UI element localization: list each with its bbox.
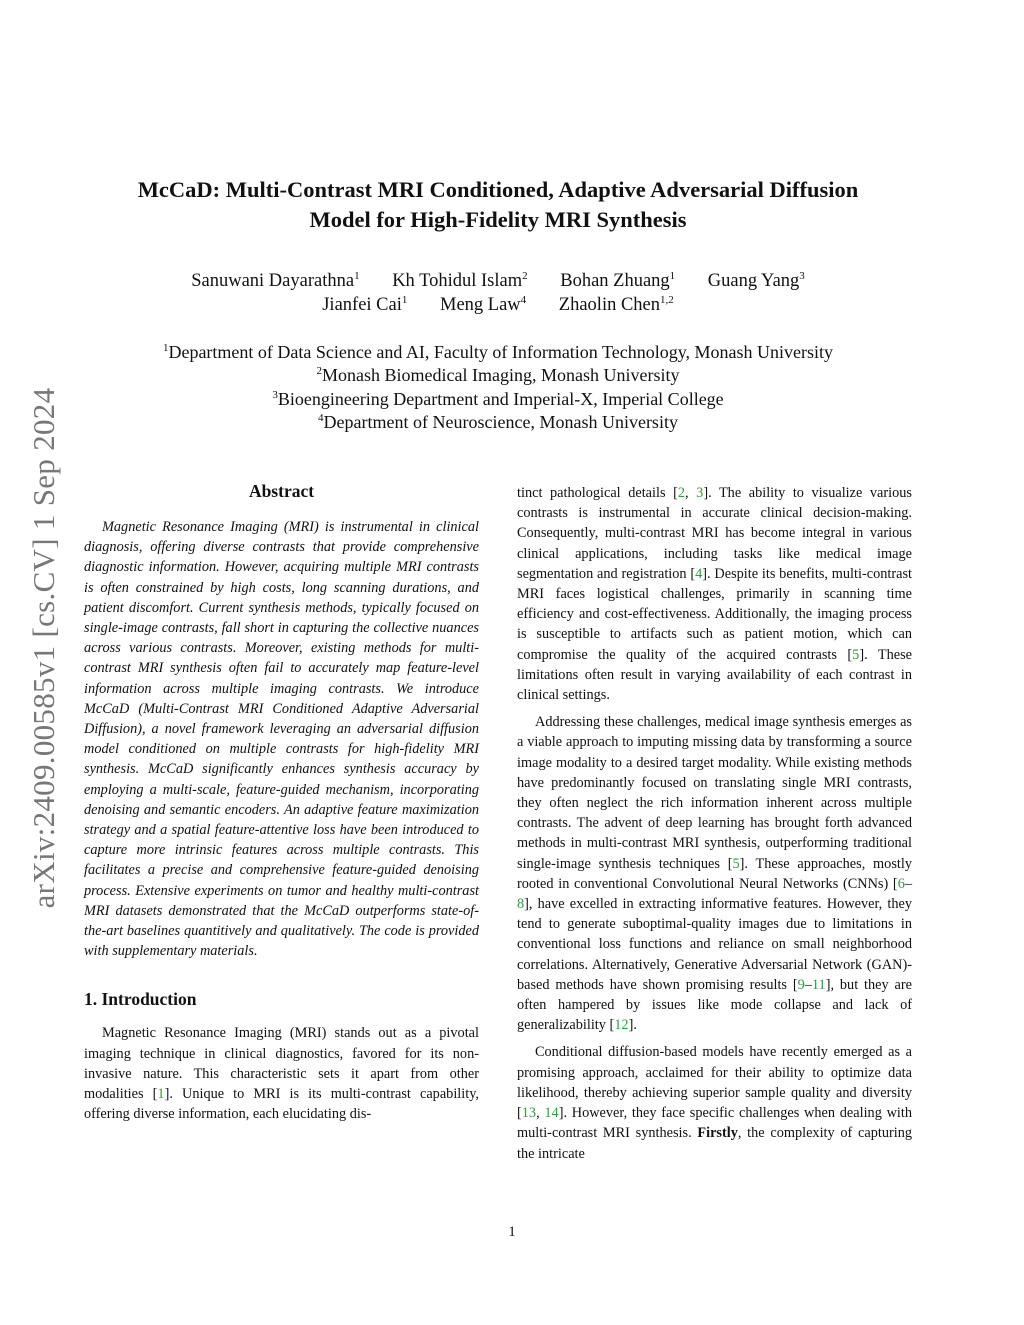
title-line-1: McCaD: Multi-Contrast MRI Conditioned, Adaptive Adversarial Diffusion: [137, 177, 859, 202]
citation-link[interactable]: 13: [521, 1105, 537, 1122]
right-column: [517, 483, 912, 1171]
citation-link[interactable]: 8: [517, 896, 525, 913]
author-row-2: [90, 293, 906, 317]
abstract-text: Magnetic Resonance Imaging (MRI) is instrumental in clinical diagnosis, offering diverse contrasts that provide comprehensive diagnostic information. However, acquiring multiple MRI contrasts is often constrained by high costs, long scanning durations, and patient discomfort. Current synthesis methods, typically focused on single-image contrasts, fall short in capturing the collective nuances across various contrasts. Moreover, existing methods for multi-contrast MRI synthesis often fail to accurately map feature-level information across multiple imaging contrasts. We introduce McCaD (Multi-Contrast MRI Conditioned Adaptive Adversarial Diffusion), a novel framework leveraging an adversarial diffusion model conditioned on multiple contrasts for high-fidelity MRI synthesis. McCaD significantly enhances synthesis accuracy by employing a multi-scale, feature-guided mechanism, incorporating denoising and semantic encoders. An adaptive feature maximization strategy and a spatial feature-attentive loss have been introduced to capture more intrinsic features across multiple contrasts. This facilitates a precise and comprehensive feature-guided denoising process. Extensive experiments on tumor and healthy multi-contrast MRI datasets demonstrated that the McCaD outperforms state-of-the-art baselines quantitively and qualitatively. The code is provided with supplementary materials.: [84, 519, 479, 960]
paragraph: Addressing these challenges, medical image synthesis emerges as a viable approach to imputing missing data by transforming a source image modality to a desired target modality. While existing methods have predominantly focused on translating single MRI contrasts, they often neglect the rich information inherent across multiple contrasts. The advent of deep learning has brought forth advanced methods in multi-contrast MRI synthesis, outperforming traditional single-image synthesis techniques [5]. These approaches, mostly rooted in conventional Convolutional Neural Networks (CNNs) [6–8], have excelled in extracting informative features. However, they tend to generate suboptimal-quality images due to limitations in conventional loss functions and reliance on small neighborhood correlations. Alternatively, Generative Adversarial Network (GAN)-based methods have shown promising results [9–11], but they are often hampered by issues like mode collapse and lack of generalizability [12].: [517, 714, 912, 1034]
citation-link[interactable]: 3: [696, 485, 704, 501]
author: Jianfei Cai$^1$: [322, 294, 408, 315]
emphasis-text: Firstly: [697, 1125, 738, 1142]
author: Zhaolin Chen$^{1,2}$: [558, 294, 674, 315]
author: Bohan Zhuang$^1$: [560, 270, 676, 291]
paragraph: tinct pathological details [2, 3]. The ability to visualize various contrasts is instrumental in accurate clinical decision-making. Consequently, multi-contrast MRI has become integral in various clinical applications, including tasks like medical image segmentation and registration [4]. Despite its benefits, multi-contrast MRI faces logistical challenges, primarily in scanning time efficiency and cost-effectiveness. Additionally, the imaging process is susceptible to artifacts such as patient motion, which can compromise the quality of the acquired contrasts [5]. These limitations often result in varying availability of each contrast in clinical settings.: [517, 485, 912, 704]
author: Sanuwani Dayarathna$^1$: [191, 270, 360, 291]
author: Meng Law$^4$: [440, 294, 527, 315]
affiliation: $^3$Bioengineering Department and Imperial-X, Imperial College: [272, 388, 724, 409]
arxiv-sidebar: [0, 0, 90, 1325]
paper-title: [90, 175, 906, 235]
affiliation: $^4$Department of Neuroscience, Monash University: [318, 411, 678, 432]
left-column: [84, 481, 479, 1131]
affiliation: $^1$Department of Data Science and AI, Faculty of Information Technology, Monash University: [162, 342, 834, 362]
page-number: 1: [508, 1224, 516, 1240]
citation-link[interactable]: 11: [811, 976, 826, 993]
affiliation: $^2$Monash Biomedical Imaging, Monash University: [316, 365, 680, 386]
title-line-2: Model for High-Fidelity MRI Synthesis: [309, 207, 687, 232]
paragraph: Magnetic Resonance Imaging (MRI) stands out as a pivotal imaging technique in clinical diagnostics, favored for its non-invasive nature. This characteristic sets it apart from other modalities [1]. Unique to MRI is its multi-contrast capability, offering diverse information, each elucidating dis-: [84, 1025, 479, 1123]
affiliation-list: [90, 341, 906, 434]
citation-link[interactable]: 4: [695, 565, 703, 582]
paragraph: Conditional diffusion-based models have recently emerged as a promising approach, acclaimed for their ability to optimize data likelihood, thereby achieving superior sample quality and diversity [13, 14]. However, they face specific challenges when dealing with multi-contrast MRI synthesis. Firstly, the complexity of capturing the intricate: [517, 1044, 913, 1162]
citation-link[interactable]: 5: [852, 646, 860, 663]
author-row-1: [90, 269, 906, 293]
citation-link[interactable]: 12: [614, 1017, 629, 1034]
citation-link[interactable]: 9: [797, 976, 805, 993]
author: Guang Yang$^3$: [707, 270, 805, 291]
author-list: [90, 269, 906, 317]
citation-link[interactable]: 1: [157, 1086, 165, 1103]
arxiv-identifier: arXiv:2409.00585v1 [cs.CV] 1 Sep 2024: [26, 387, 61, 909]
citation-link[interactable]: 5: [732, 855, 740, 872]
citation-link[interactable]: 14: [544, 1105, 559, 1122]
section-heading: 1. Introduction: [84, 989, 197, 1010]
citation-link[interactable]: 2: [677, 485, 686, 501]
abstract-heading: Abstract: [248, 481, 315, 501]
author: Kh Tohidul Islam$^2$: [392, 270, 528, 291]
citation-link[interactable]: 6: [897, 875, 905, 892]
